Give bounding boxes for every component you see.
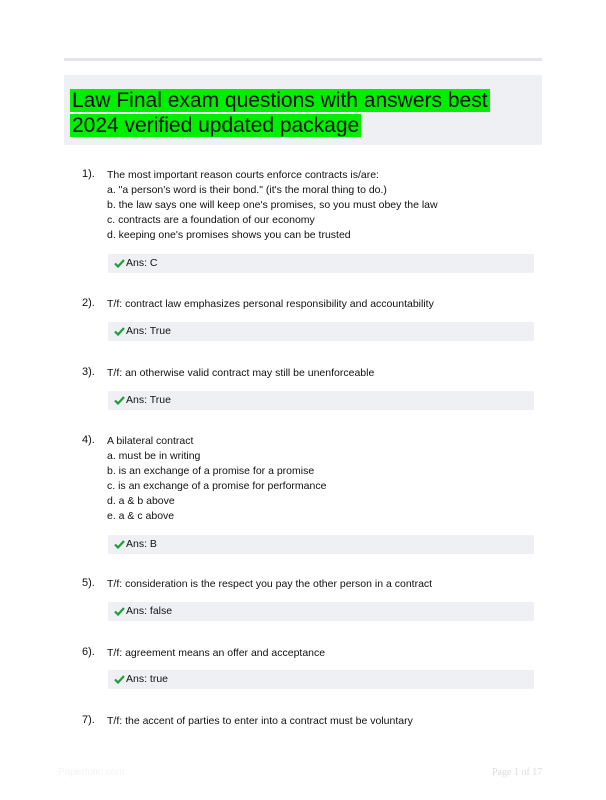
answer-box: [108, 670, 534, 689]
check-icon: [114, 675, 125, 684]
question-text: [107, 297, 537, 312]
answer-text: Ans: True: [126, 394, 171, 406]
answer-text: Ans: true: [126, 673, 169, 685]
question-number: 2).: [82, 297, 95, 309]
question-text: [107, 577, 537, 592]
answer-text: Ans: C: [126, 257, 158, 269]
check-icon: [114, 607, 125, 616]
question-line: T/f: the accent of parties to enter into a contract must be voluntary: [107, 715, 413, 727]
answer-box: [108, 391, 534, 410]
check-icon: [114, 327, 125, 336]
document-title: Law Final exam questions with answers best 2024 verified updated package: [72, 89, 488, 137]
check-icon: [114, 540, 125, 549]
option-e: e. a & c above: [107, 510, 175, 522]
question-line: The most important reason courts enforce contracts is/are:: [107, 169, 379, 181]
option-c: c. is an exchange of a promise for performance: [107, 480, 327, 492]
option-c: c. contracts are a foundation of our economy: [107, 214, 315, 226]
question-text: [107, 714, 537, 729]
question-number: 4).: [82, 434, 95, 446]
question-line: A bilateral contract: [107, 435, 194, 447]
answer-box: [108, 602, 534, 621]
question-line: T/f: consideration is the respect you pay the other person in a contract: [107, 578, 433, 590]
question-number: 3).: [82, 366, 95, 378]
answer-box: [108, 535, 534, 554]
answer-text: Ans: True: [126, 325, 171, 337]
question-text: [107, 168, 537, 243]
question-text: [107, 646, 537, 661]
footer-watermark: Paperfolio.com: [58, 767, 125, 778]
question-text: [107, 366, 537, 381]
answer-box: [108, 254, 534, 273]
question-line: T/f: an otherwise valid contract may still be unenforceable: [107, 367, 375, 379]
question-text: [107, 434, 537, 524]
option-b: b. is an exchange of a promise for a promise: [107, 465, 315, 477]
question-number: 7).: [82, 714, 95, 726]
question-line: T/f: agreement means an offer and acceptance: [107, 647, 326, 659]
answer-text: Ans: B: [126, 538, 157, 550]
question-number: 1).: [82, 168, 95, 180]
question-number: 6).: [82, 646, 95, 658]
check-icon: [114, 396, 125, 405]
question-number: 5).: [82, 577, 95, 589]
answer-box: [108, 322, 534, 341]
option-b: b. the law says one will keep one's promises, so you must obey the law: [107, 199, 438, 211]
check-icon: [114, 259, 125, 268]
page-number: Page 1 of 17: [492, 767, 543, 778]
option-d: d. a & b above: [107, 495, 175, 507]
option-a: a. must be in writing: [107, 450, 201, 462]
top-divider: [64, 58, 542, 61]
answer-text: Ans: false: [126, 605, 173, 617]
question-line: T/f: contract law emphasizes personal responsibility and accountability: [107, 298, 434, 310]
option-a: a. "a person's word is their bond." (it's the moral thing to do.): [107, 184, 387, 196]
option-d: d. keeping one's promises shows you can be trusted: [107, 229, 351, 241]
